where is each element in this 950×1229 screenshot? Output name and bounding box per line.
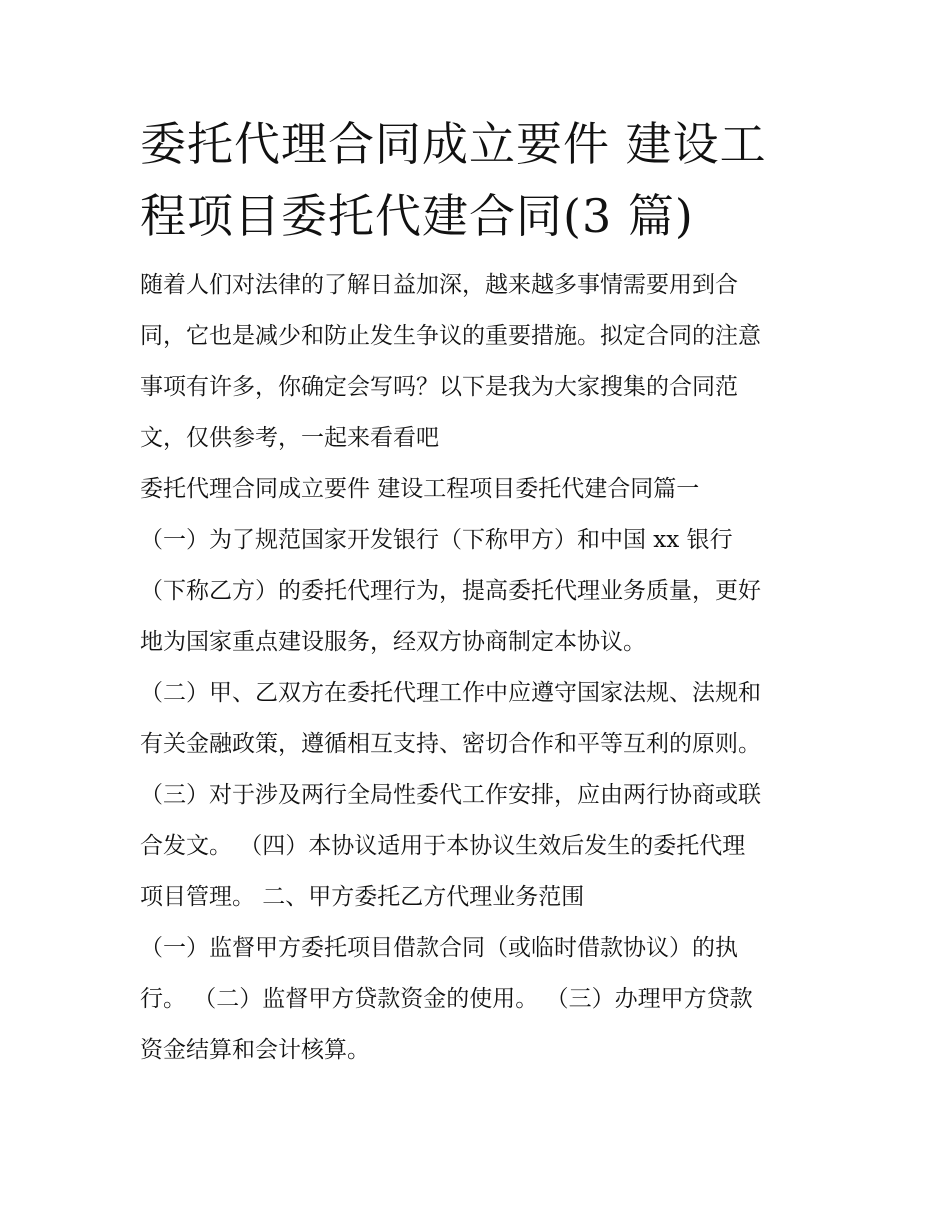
text-line: 同，它也是减少和防止发生争议的重要措施。拟定合同的注意 xyxy=(140,323,761,349)
clause-paragraph xyxy=(140,515,820,668)
document-body xyxy=(140,108,820,1076)
text-line: 委托代理合同成立要件 建设工程项目委托代建合同篇一 xyxy=(140,476,700,502)
section-heading xyxy=(140,464,820,515)
text-line: 资金结算和会计核算。 xyxy=(140,1037,370,1063)
text-line: （一）监督甲方委托项目借款合同（或临时借款协议）的执 xyxy=(140,935,738,961)
text-line: 行。 （二）监督甲方贷款资金的使用。 （三）办理甲方贷款 xyxy=(140,986,753,1012)
text-line: 合发文。 （四）本协议适用于本协议生效后发生的委托代理 xyxy=(140,833,746,859)
text-line: 随着人们对法律的了解日益加深，越来越多事情需要用到合 xyxy=(140,272,738,298)
text-line: （二）甲、乙双方在委托代理工作中应遵守国家法规、法规和 xyxy=(140,680,761,706)
text-line: （下称乙方）的委托代理行为，提高委托代理业务质量，更好 xyxy=(140,578,761,604)
title-line: 委托代理合同成立要件 建设工 xyxy=(140,117,767,171)
clause-paragraph xyxy=(140,770,820,923)
clause-paragraph xyxy=(140,923,820,1076)
text-line: 地为国家重点建设服务，经双方协商制定本协议。 xyxy=(140,629,646,655)
text-line: （一）为了规范国家开发银行（下称甲方）和中国 xx 银行 xyxy=(140,527,733,553)
text-line: 项目管理。 二、甲方委托乙方代理业务范围 xyxy=(140,884,585,910)
text-line: （三）对于涉及两行全局性委代工作安排，应由两行协商或联 xyxy=(140,782,761,808)
text-line: 事项有许多，你确定会写吗？以下是我为大家搜集的合同范 xyxy=(140,374,738,400)
clause-paragraph xyxy=(140,668,820,770)
text-line: 文，仅供参考，一起来看看吧 xyxy=(140,425,439,451)
text-line: 有关金融政策，遵循相互支持、密切合作和平等互利的原则。 xyxy=(140,731,761,757)
document-title xyxy=(140,108,820,252)
intro-paragraph xyxy=(140,260,820,464)
title-line: 程项目委托代建合同(3 篇) xyxy=(140,189,694,243)
